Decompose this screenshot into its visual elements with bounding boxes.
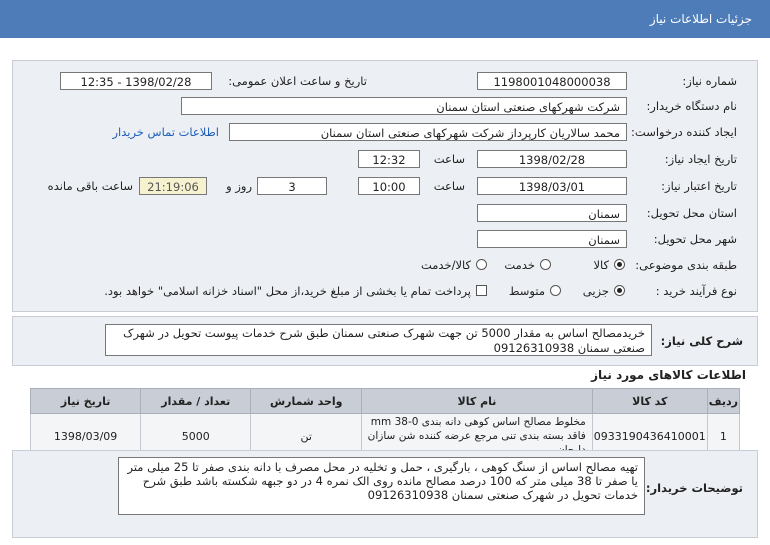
treasury-payment-note: پرداخت تمام یا بخشی از مبلغ خرید،از محل "اسناد خزانه اسلامی" خواهد بود.: [104, 284, 471, 298]
city-label: شهر محل تحویل:: [653, 232, 737, 246]
category-both-radio[interactable]: [476, 259, 487, 270]
description-label: شرح کلی نیاز:: [660, 334, 743, 348]
created-date-field[interactable]: 1398/02/28: [477, 150, 627, 168]
created-time-field[interactable]: 12:32: [358, 150, 420, 168]
province-label: استان محل تحویل:: [646, 206, 737, 220]
creator-label: ایجاد کننده درخواست:: [631, 125, 737, 139]
days-field[interactable]: 3: [257, 177, 327, 195]
category-both-label: کالا/خدمت: [420, 258, 471, 272]
item-code: 0933190436410001: [592, 414, 707, 459]
items-table: [30, 388, 740, 459]
validity-time-label: ساعت: [433, 179, 465, 193]
purchase-type-label: نوع فرآیند خرید :: [655, 284, 737, 298]
purchase-medium-radio[interactable]: [550, 285, 561, 296]
validity-date-field[interactable]: 1398/03/01: [477, 177, 627, 195]
province-field[interactable]: سمنان: [477, 204, 627, 222]
col-name-header: نام کالا: [362, 389, 593, 414]
announce-label: تاریخ و ساعت اعلان عمومی:: [228, 74, 367, 88]
description-panel: [12, 316, 758, 366]
purchase-medium-label: متوسط: [508, 284, 545, 298]
remaining-label: ساعت باقی مانده: [47, 179, 133, 193]
created-time-label: ساعت: [433, 152, 465, 166]
need-number-label: شماره نیاز:: [682, 74, 737, 88]
treasury-payment-checkbox[interactable]: [476, 285, 487, 296]
contact-buyer-link[interactable]: اطلاعات تماس خریدار: [112, 125, 219, 139]
created-date-label: تاریخ ایجاد نیاز:: [664, 152, 737, 166]
item-need-date: 1398/03/09: [31, 414, 141, 459]
col-date-header: تاریخ نیاز: [31, 389, 141, 414]
page-title: جزئیات اطلاعات نیاز: [649, 12, 752, 26]
item-unit: تن: [251, 414, 362, 459]
purchase-minor-label: جزیی: [582, 284, 609, 298]
page-header: [0, 0, 770, 38]
announce-field[interactable]: 1398/02/28 - 12:35: [60, 72, 212, 90]
item-quantity: 5000: [141, 414, 251, 459]
category-goods-label: کالا: [593, 258, 609, 272]
validity-time-field[interactable]: 10:00: [358, 177, 420, 195]
buyer-org-label: نام دستگاه خریدار:: [646, 99, 737, 113]
item-name: مخلوط مصالح اساس کوهی دانه بندی 0-38 mm فاقد بسته بندی تنی مرجع عرضه کننده شن سازان: [362, 414, 593, 459]
remaining-time-field: 21:19:06: [139, 177, 207, 195]
col-unit-header: واحد شمارش: [251, 389, 362, 414]
category-service-label: خدمت: [504, 258, 535, 272]
buyer-notes-label: توضیحات خریدار:: [645, 481, 743, 495]
row-index: 1: [707, 414, 739, 459]
buyer-org-field[interactable]: شرکت شهرکهای صنعتی استان سمنان: [181, 97, 627, 115]
need-info-panel: [12, 60, 758, 312]
items-section-title: اطلاعات کالاهای مورد نیاز: [591, 368, 746, 382]
purchase-minor-radio[interactable]: [614, 285, 625, 296]
need-number-field[interactable]: 1198001048000038: [477, 72, 627, 90]
category-goods-radio[interactable]: [614, 259, 625, 270]
description-text: خریدمصالح اساس به مقدار 5000 تن جهت شهرک صنعتی سمنان طبق شرح خدمات پیوست تحویل در شهرک صنعتی سمنان 09126310938: [105, 324, 652, 356]
items-table-header: [31, 389, 740, 414]
city-field[interactable]: سمنان: [477, 230, 627, 248]
col-code-header: کد کالا: [592, 389, 707, 414]
category-label: طبقه بندی موضوعی:: [635, 258, 737, 272]
buyer-notes-text: تهیه مصالح اساس از سنگ کوهی ، بارگیری ، حمل و تخلیه در محل مصرف با دانه بندی صفر تا 25 میلی متر یا صفر تا 38 میلی متر که 100 درصد مصالح مانده روی الک نمره 4 در دو جبهه شکسته باشد طبق شرح خدمات تحویل در شهرک صنعتی سمنان 09126310938: [118, 457, 645, 515]
buyer-notes-panel: [12, 450, 758, 538]
creator-field[interactable]: محمد سالاریان کارپرداز شرکت شهرکهای صنعتی استان سمنان: [229, 123, 627, 141]
days-label: روز و: [226, 179, 252, 193]
category-service-radio[interactable]: [540, 259, 551, 270]
validity-date-label: تاریخ اعتبار نیاز:: [661, 179, 737, 193]
col-qty-header: تعداد / مقدار: [141, 389, 251, 414]
col-row-header: ردیف: [707, 389, 739, 414]
